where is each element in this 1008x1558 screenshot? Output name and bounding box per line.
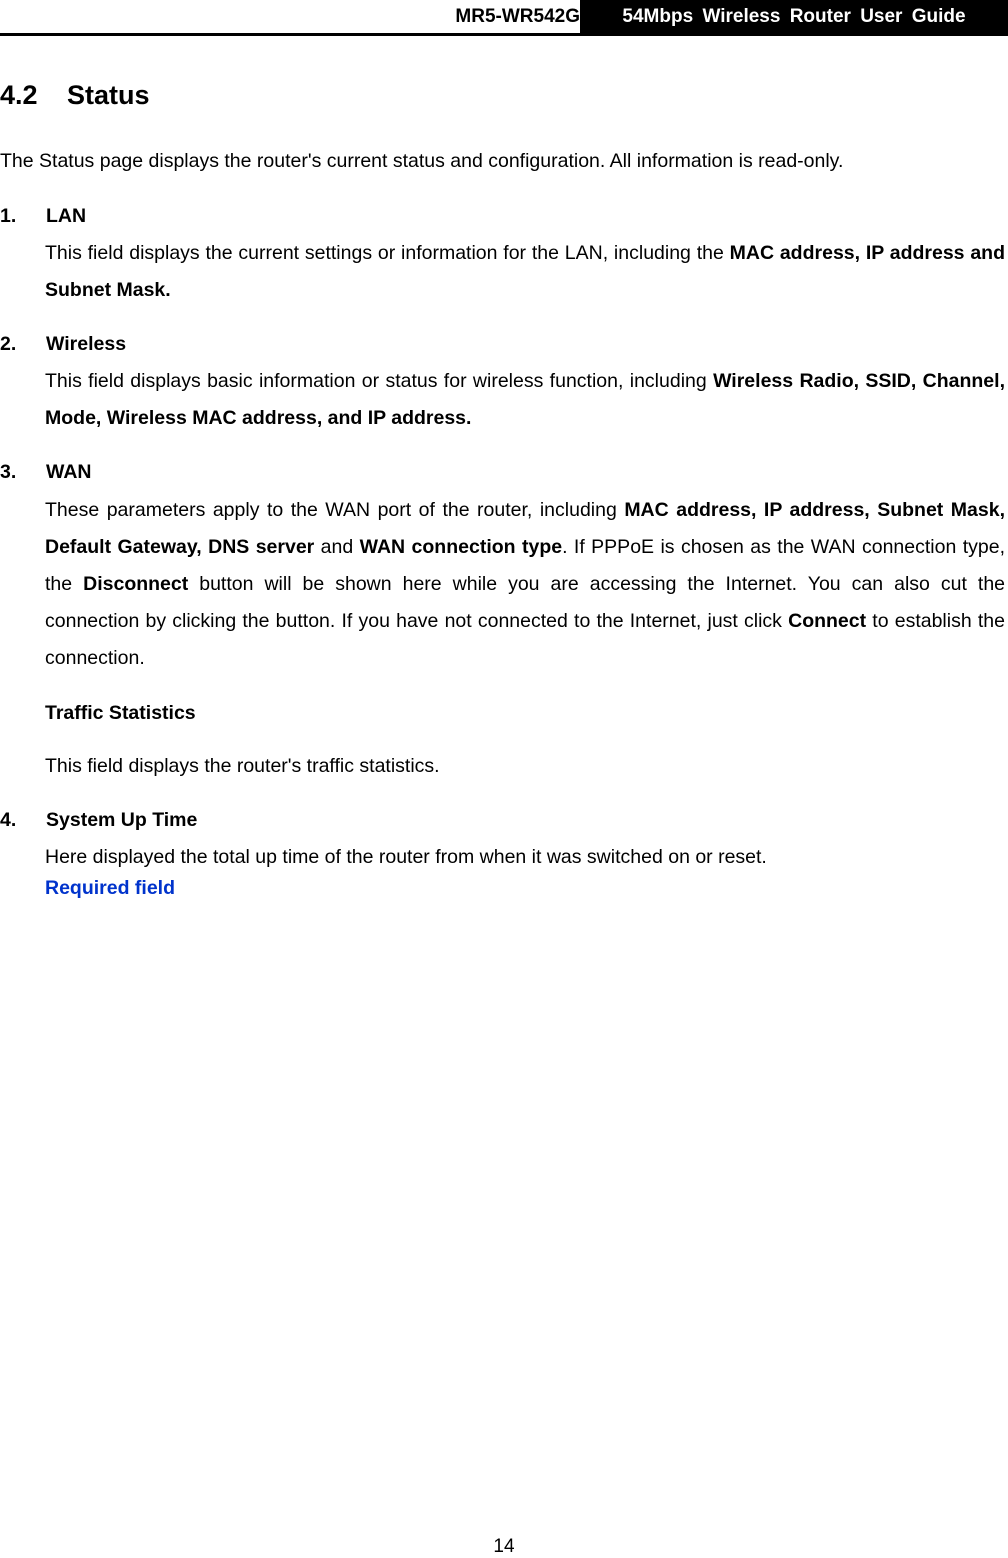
item-body-system-up-time: Here displayed the total up time of the router from when it was switched on or reset. xyxy=(45,846,767,868)
body-bold-text: MAC address, IP address and Subnet Mask. xyxy=(45,242,1005,301)
item-number: 4. xyxy=(0,809,17,831)
section-heading xyxy=(0,80,150,111)
item-number: 2. xyxy=(0,333,17,355)
item-heading-wan xyxy=(0,461,92,484)
subheading-traffic-statistics: Traffic Statistics xyxy=(45,702,196,724)
item-title: LAN xyxy=(46,205,87,227)
item-title: Wireless xyxy=(46,333,127,355)
section-title: Status xyxy=(67,80,150,110)
item-heading-lan xyxy=(0,205,86,228)
item-title: WAN xyxy=(46,461,92,483)
body-text: button will be shown here while you are accessing the Internet. You can also cut the connection by clicking the button. If you have not connected to the Internet, just click xyxy=(45,573,1006,632)
item-body-lan xyxy=(45,235,1005,309)
traffic-statistics-text: This field displays the router's traffic statistics. xyxy=(45,755,440,777)
body-text: . If PPPoE is chosen as the WAN connection type, the xyxy=(45,536,1005,595)
item-body-wan xyxy=(45,492,1005,677)
body-text: This field displays the current settings or information for the LAN, including the xyxy=(45,242,730,264)
intro-paragraph: The Status page displays the router's current status and configuration. All information is read-only. xyxy=(0,150,844,172)
header-divider xyxy=(0,33,1008,36)
body-text: These parameters apply to the WAN port of the router, including xyxy=(45,499,625,521)
item-body-wireless xyxy=(45,363,1005,437)
body-bold-text: Connect xyxy=(788,610,867,632)
body-bold-text: Disconnect xyxy=(83,573,189,595)
body-text: This field displays basic information or status for wireless function, including xyxy=(45,370,714,392)
header-model: MR5-WR542G xyxy=(455,6,580,27)
required-field-link[interactable]: Required field xyxy=(45,877,176,899)
body-text: and xyxy=(314,536,360,558)
section-number: 4.2 xyxy=(0,80,38,110)
item-number: 3. xyxy=(0,461,17,483)
body-text: to establish the connection. xyxy=(45,610,1005,669)
page-number: 14 xyxy=(493,1536,515,1557)
item-title: System Up Time xyxy=(46,809,198,831)
item-heading-system-up-time xyxy=(0,809,197,832)
body-bold-text: MAC address, IP address, Subnet Mask, Default Gateway, DNS server xyxy=(45,499,1005,558)
body-bold-text: Wireless Radio, SSID, Channel, Mode, Wireless MAC address, and IP address. xyxy=(45,370,1005,429)
body-bold-text: WAN connection type xyxy=(359,536,563,558)
page-header xyxy=(0,0,1008,36)
header-guide-title: 54Mbps Wireless Router User Guide xyxy=(580,0,1008,34)
item-number: 1. xyxy=(0,205,17,227)
item-heading-wireless xyxy=(0,333,126,356)
